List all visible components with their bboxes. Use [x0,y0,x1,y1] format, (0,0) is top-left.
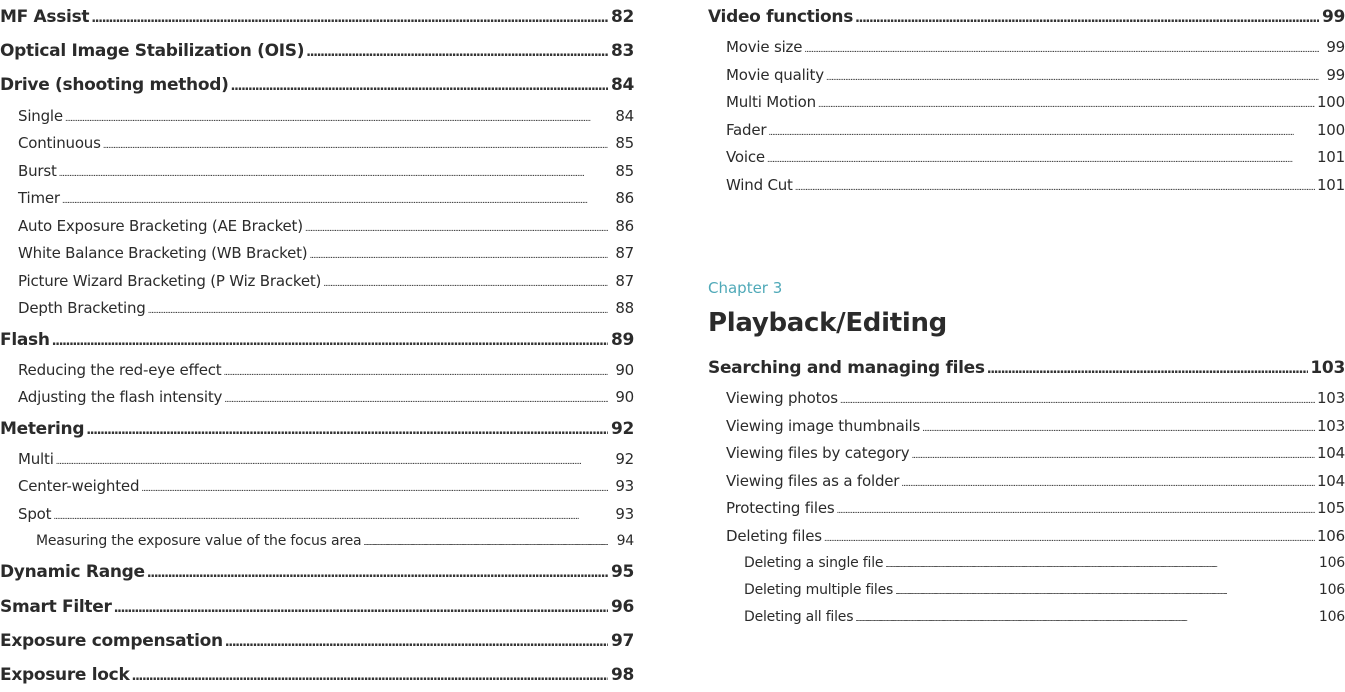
dot-leader [795,175,1315,200]
toc-entry-title: Burst [18,161,57,180]
toc-entry-page: 86 [615,189,634,208]
toc-entry-title: Searching and managing files [708,358,985,378]
dot-leader [885,551,1317,577]
toc-entry-title: Deleting all files [744,609,854,626]
dot-leader [804,37,1319,62]
dot-leader [225,626,608,658]
dot-leader [114,592,608,624]
toc-entry-title: White Balance Bracketing (WB Bracket) [18,244,308,263]
dot-leader [53,504,608,529]
toc-entry-page: 100 [1316,93,1345,112]
dot-leader [922,416,1315,441]
dot-leader [147,557,608,589]
dot-leader [86,414,608,446]
toc-entry-page: 103 [1310,358,1345,378]
toc-entry-page: 103 [1316,389,1345,408]
dot-leader [767,147,1315,172]
toc-entry[interactable] [0,68,634,102]
toc-entry-page: 84 [615,106,634,125]
toc-entry-page: 89 [610,329,634,350]
dot-leader [62,188,608,213]
toc-entry-page: 104 [1316,471,1345,490]
toc-entry-page: 104 [1316,444,1345,463]
dot-leader [305,216,608,241]
toc-entry[interactable] [0,158,634,186]
dot-leader [840,388,1315,413]
toc-entry-page: 99 [1326,38,1345,57]
toc-entry-page: 93 [615,477,634,496]
dot-leader [141,476,608,501]
toc-entry-page: 85 [615,134,634,153]
toc-entry[interactable] [0,384,634,412]
toc-entry[interactable] [0,446,634,474]
toc-entry-page: 82 [610,7,634,27]
toc-entry-page: 87 [615,244,634,263]
toc-entry-title: Viewing image thumbnails [726,416,921,435]
toc-entry[interactable] [708,0,1345,34]
toc-entry[interactable] [0,323,634,357]
toc-entry-title: Video functions [708,7,854,27]
dot-leader [224,387,608,412]
dot-leader [148,298,608,323]
toc-entry-title: Single [18,106,63,125]
toc-entry-page: 84 [610,75,634,96]
toc-entry-title: Deleting files [726,526,822,545]
toc-entry-title: Viewing files by category [726,444,910,463]
toc-entry[interactable] [708,468,1345,496]
toc-entry[interactable] [0,473,634,501]
toc-entry-title: Adjusting the flash intensity [18,388,223,407]
toc-entry-page: 96 [610,596,634,617]
toc-entry[interactable] [708,385,1345,413]
toc-entry[interactable] [708,117,1345,145]
toc-entry[interactable] [0,103,634,131]
toc-entry[interactable] [708,550,1345,577]
toc-entry-title: Deleting multiple files [744,582,894,599]
dot-leader [59,161,608,186]
toc-entry-title: Spot [18,504,52,523]
toc-entry[interactable] [0,624,634,658]
toc-entry-title: Timer [18,189,60,208]
toc-entry-title: Viewing files as a folder [726,471,900,490]
toc-entry[interactable] [708,413,1345,441]
dot-leader [65,106,608,131]
toc-entry-title: Multi Motion [726,93,816,112]
chapter-label: Chapter 3 [708,279,783,297]
toc-entry-page: 95 [610,562,634,583]
toc-entry[interactable] [0,590,634,624]
toc-left-column [0,0,634,692]
toc-entry-title: Movie size [726,38,803,57]
toc-entry-title: Exposure compensation [0,630,223,651]
toc-entry-title: Deleting a single file [744,555,884,572]
toc-entry-title: Voice [726,148,765,167]
toc-entry-page: 105 [1316,499,1345,518]
toc-entry[interactable] [708,144,1345,172]
dot-leader [895,578,1317,604]
dot-leader [56,449,608,474]
dot-leader [131,660,608,692]
toc-entry[interactable] [0,213,634,241]
dot-leader [836,498,1315,523]
toc-entry-title: Protecting files [726,499,835,518]
dot-leader [91,2,608,34]
toc-entry-page: 99 [1326,65,1345,84]
toc-entry-title: Measuring the exposure value of the focus area [36,533,362,550]
toc-entry[interactable] [708,62,1345,90]
toc-entry[interactable] [708,523,1345,551]
chapter-title: Playback/Editing [708,308,947,338]
toc-entry[interactable] [0,412,634,446]
toc-entry[interactable] [0,295,634,323]
dot-leader [768,120,1315,145]
toc-entry[interactable] [0,185,634,213]
toc-entry-page: 85 [615,161,634,180]
toc-entry-title: Center-weighted [18,477,140,496]
toc-entry[interactable] [708,89,1345,117]
toc-entry[interactable] [708,172,1345,200]
toc-entry-page: 94 [616,533,634,550]
toc-entry-title: Auto Exposure Bracketing (AE Bracket) [18,216,303,235]
toc-entry[interactable] [708,577,1345,604]
toc-entry[interactable] [0,528,634,555]
toc-entry-title: Movie quality [726,65,824,84]
toc-entry[interactable] [0,0,634,34]
toc-entry[interactable] [708,495,1345,523]
toc-entry[interactable] [0,555,634,589]
toc-entry-page: 106 [1318,609,1345,626]
toc-entry-page: 86 [615,216,634,235]
toc-entry-title: Optical Image Stabilization (OIS) [0,41,305,62]
toc-entry-page: 90 [615,388,634,407]
toc-entry-page: 106 [1318,582,1345,599]
toc-entry-title: Smart Filter [0,596,112,617]
toc-entry-page: 100 [1316,120,1345,139]
toc-entry-page: 99 [1321,7,1345,27]
toc-entry-title: Flash [0,329,50,350]
toc-entry[interactable] [708,604,1345,631]
toc-entry[interactable] [0,658,634,692]
toc-entry-page: 88 [615,299,634,318]
dot-leader [818,92,1315,117]
toc-entry-title: Exposure lock [0,665,130,685]
toc-entry-page: 92 [610,418,634,439]
toc-entry-page: 93 [615,504,634,523]
toc-entry-title: Picture Wizard Bracketing (P Wiz Bracket) [18,271,322,290]
toc-entry-title: Dynamic Range [0,562,145,583]
toc-entry[interactable] [0,268,634,296]
toc-entry-page: 98 [610,665,634,685]
toc-entry-title: Drive (shooting method) [0,75,229,96]
toc-entry-page: 101 [1316,148,1345,167]
dot-leader [231,70,608,102]
toc-entry[interactable] [0,240,634,268]
dot-leader [363,529,608,555]
toc-video-section [708,0,1345,199]
dot-leader [306,36,608,68]
toc-entry-title: MF Assist [0,7,90,27]
toc-entry-title: Wind Cut [726,175,793,194]
toc-entry[interactable] [0,501,634,529]
toc-entry-title: Fader [726,120,767,139]
toc-entry-title: Reducing the red-eye effect [18,360,222,379]
toc-entry[interactable] [708,351,1345,385]
toc-entry-page: 90 [615,360,634,379]
dot-leader [309,243,608,268]
dot-leader [826,65,1319,90]
dot-leader [987,353,1309,385]
dot-leader [911,443,1315,468]
toc-entry-page: 103 [1316,416,1345,435]
dot-leader [103,133,608,158]
toc-playback-section [708,351,1345,631]
dot-leader [855,605,1317,631]
toc-entry-title: Multi [18,449,54,468]
dot-leader [223,360,608,385]
toc-entry-page: 83 [610,41,634,62]
toc-entry-page: 87 [615,271,634,290]
dot-leader [901,471,1315,496]
dot-leader [323,271,608,296]
toc-entry-title: Continuous [18,134,101,153]
toc-entry-title: Metering [0,418,85,439]
dot-leader [52,325,608,357]
toc-entry-page: 92 [615,449,634,468]
toc-entry-page: 106 [1316,526,1345,545]
toc-entry[interactable] [708,34,1345,62]
toc-entry[interactable] [0,357,634,385]
toc-entry-page: 97 [610,630,634,651]
toc-entry-title: Viewing photos [726,389,838,408]
toc-entry-title: Depth Bracketing [18,299,146,318]
toc-entry[interactable] [0,34,634,68]
toc-entry-page: 106 [1318,555,1345,572]
toc-entry[interactable] [0,130,634,158]
dot-leader [855,2,1319,34]
dot-leader [824,526,1315,551]
toc-entry-page: 101 [1316,175,1345,194]
toc-entry[interactable] [708,440,1345,468]
